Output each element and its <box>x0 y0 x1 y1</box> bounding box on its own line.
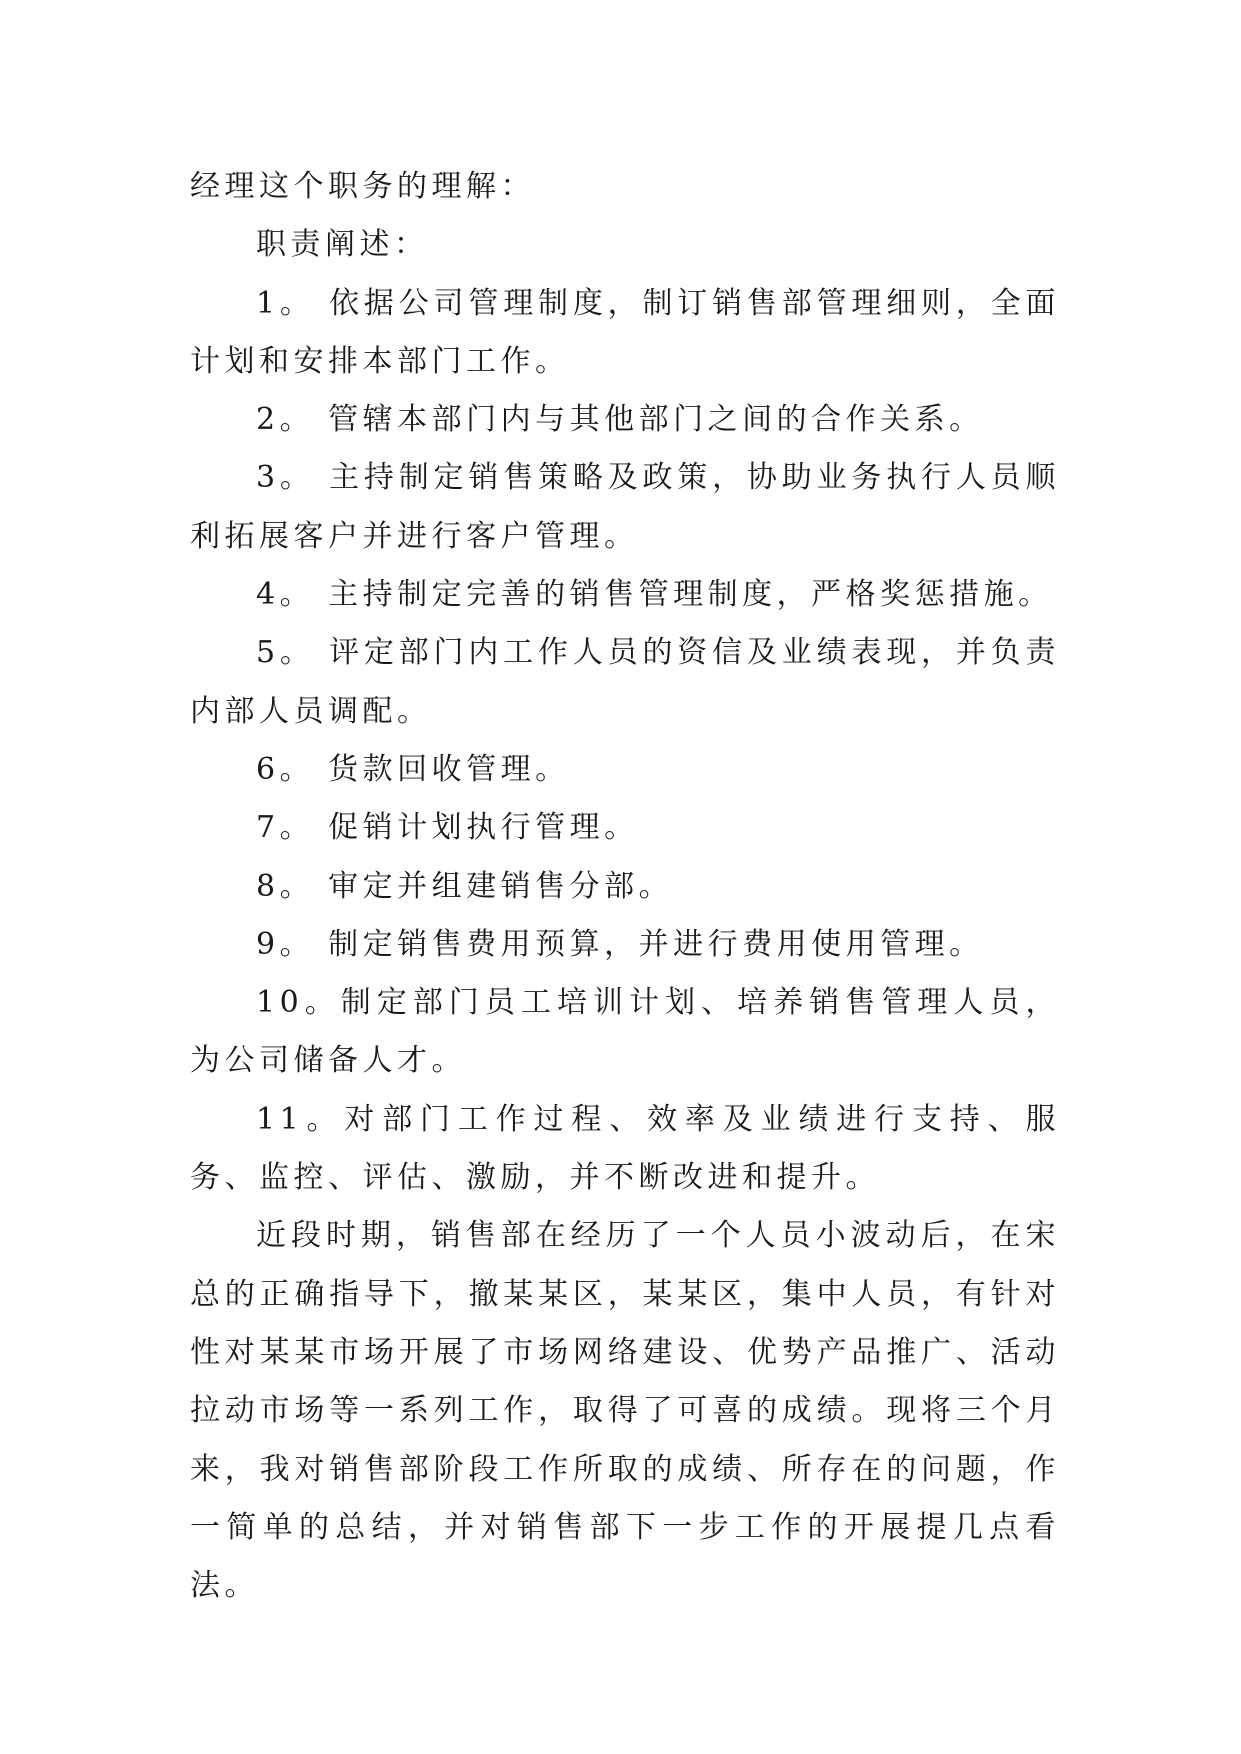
duty-item-3: 3。 主持制定销售策略及政策，协助业务执行人员顺利拓展客户并进行客户管理。 <box>190 460 1060 554</box>
paragraph-heading-duties: 职责阐述： <box>256 227 429 263</box>
duty-item-6: 6。 货款回收管理。 <box>256 751 570 787</box>
duty-item-2: 2。 管辖本部门内与其他部门之间的合作关系。 <box>256 402 984 438</box>
duty-item-11: 11。对部门工作过程、效率及业绩进行支持、服务、监控、评估、激励，并不断改进和提升。 <box>190 1101 1060 1196</box>
duty-item-5: 5。 评定部门内工作人员的资信及业绩表现，并负责内部人员调配。 <box>190 635 1060 729</box>
duty-item-4: 4。 主持制定完善的销售管理制度，严格奖惩措施。 <box>256 577 1053 613</box>
duty-item-9: 9。 制定销售费用预算，并进行费用使用管理。 <box>256 926 984 962</box>
paragraph-summary: 近段时期，销售部在经历了一个人员小波动后，在宋总的正确指导下，撤某某区，某某区，集中人员，有针对性对某某市场开展了市场网络建设、优势产品推广、活动拉动市场等一系列工作，取得了可喜的成绩。现将三个月来，我对销售部阶段工作所取的成绩、所存在的问题，作一简单的总结，并对销售部下一步工作的开展提几点看法。 <box>190 1218 1060 1604</box>
duty-item-10: 10。制定部门员工培训计划、培养销售管理人员，为公司储备人才。 <box>190 985 1060 1079</box>
duty-item-7: 7。 促销计划执行管理。 <box>256 810 639 846</box>
duty-item-8: 8。 审定并组建销售分部。 <box>256 868 674 904</box>
paragraph-intro: 经理这个职务的理解： <box>190 169 535 204</box>
duty-item-1: 1。 依据公司管理制度，制订销售部管理细则，全面计划和安排本部门工作。 <box>190 285 1060 379</box>
document-body <box>190 158 1060 1615</box>
